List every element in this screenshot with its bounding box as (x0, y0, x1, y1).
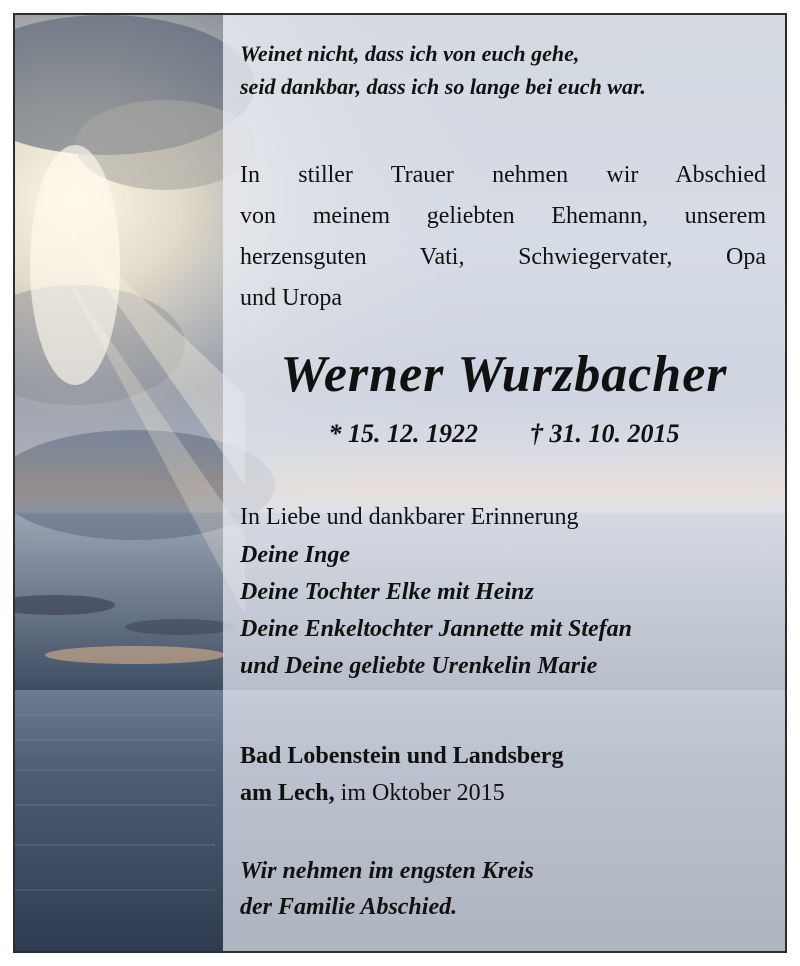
death-date: † 31. 10. 2015 (530, 419, 680, 448)
intro-line: und Uropa (240, 285, 342, 311)
month-year: im Oktober 2015 (334, 780, 505, 806)
motto-verse (240, 37, 766, 103)
motto-line: Weinet nicht, dass ich von euch gehe, (240, 41, 580, 66)
closing-note (240, 853, 766, 925)
remembrance-line: In Liebe und dankbarer Erinnerung (240, 504, 579, 530)
family-list (240, 537, 766, 685)
intro-line: herzensguten Vati, Schwiegervater, Opa (240, 244, 766, 270)
intro-text (240, 155, 766, 319)
place-date (240, 738, 766, 812)
family-member: Deine Tochter Elke mit Heinz (240, 579, 534, 605)
place-date-line (240, 775, 766, 812)
family-member: Deine Inge (240, 542, 350, 568)
closing-line: Wir nehmen im engsten Kreis (240, 858, 534, 884)
life-dates (223, 417, 785, 451)
deceased-name: Werner Wurzbacher (280, 346, 728, 403)
place-line: Bad Lobenstein und Landsberg (240, 743, 564, 769)
birth-date: * 15. 12. 1922 (328, 419, 478, 448)
family-member: und Deine geliebte Urenkelin Marie (240, 653, 598, 679)
text-panel (223, 15, 785, 951)
obituary-notice (13, 13, 787, 953)
intro-line: von meinem geliebten Ehemann, unserem (240, 203, 766, 229)
closing-line: der Familie Abschied. (240, 894, 458, 920)
place-line-end: am Lech, (240, 780, 335, 806)
motto-line: seid dankbar, dass ich so lange bei euch war. (240, 74, 646, 99)
intro-line: In stiller Trauer nehmen wir Abschied (240, 162, 766, 188)
family-member: Deine Enkeltochter Jannette mit Stefan (240, 616, 633, 642)
